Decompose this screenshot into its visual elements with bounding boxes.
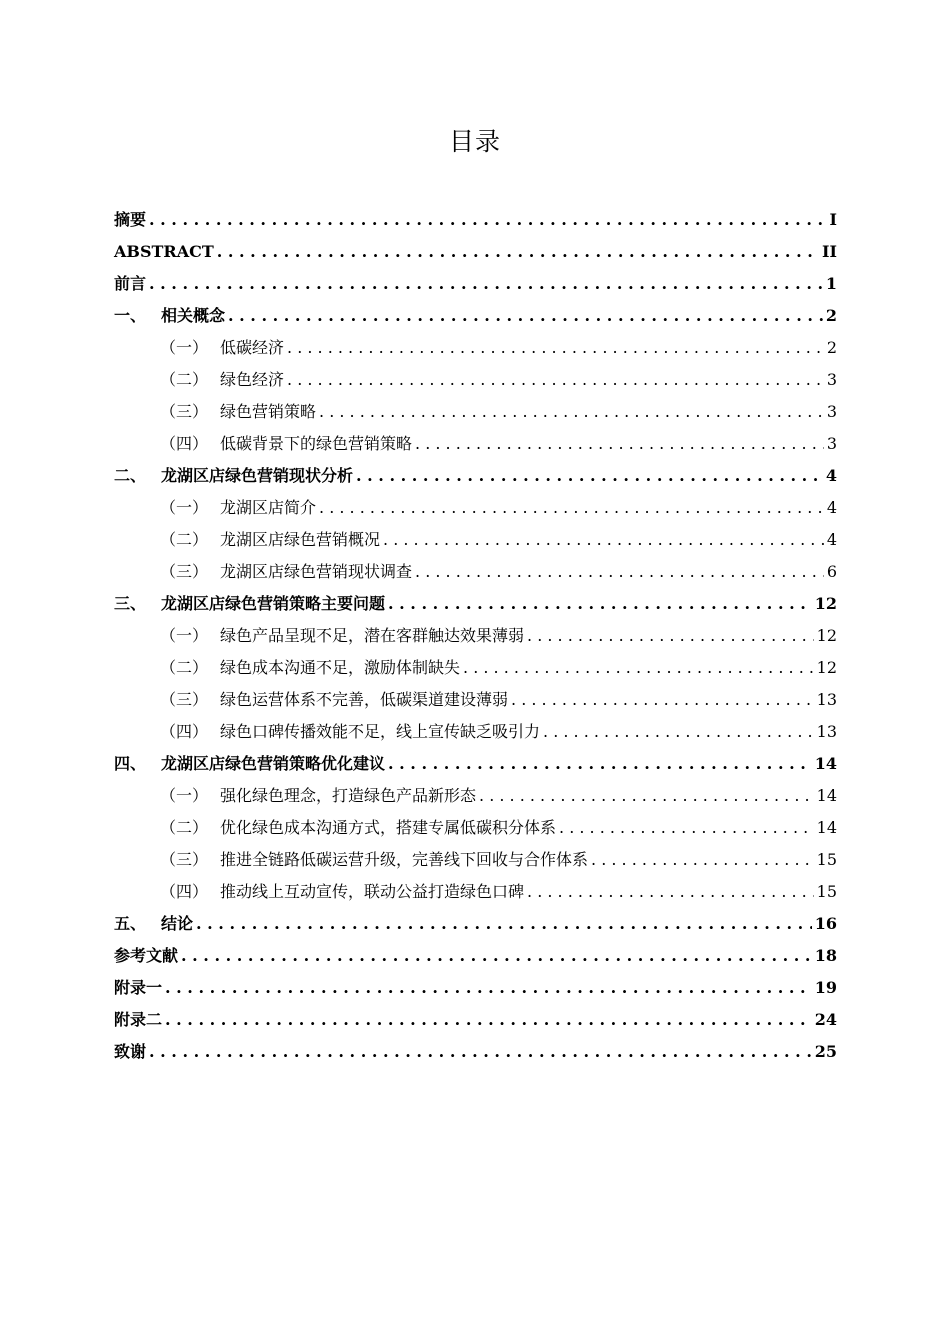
toc-entry-page-number: 6 — [826, 562, 837, 581]
toc-entry-label: 强化绿色理念，打造绿色产品新形态 — [220, 786, 477, 805]
toc-entry[interactable] — [114, 972, 837, 1004]
dot-leader — [559, 812, 814, 844]
toc-entry-label: 绿色口碑传播效能不足，线上宣传缺乏吸引力 — [220, 722, 541, 741]
toc-entry-label: 龙湖区店简介 — [220, 498, 317, 517]
dot-leader — [383, 524, 824, 556]
toc-entry-page-number: 12 — [814, 594, 837, 613]
toc-entry-number: （四） — [160, 722, 209, 741]
toc-entry-label: 结论 — [161, 914, 194, 933]
toc-entry[interactable] — [114, 204, 837, 236]
toc-entry-label: 附录一 — [114, 978, 163, 997]
toc-entry[interactable] — [114, 1004, 837, 1036]
toc-entry-label: 龙湖区店绿色营销现状分析 — [161, 466, 354, 485]
toc-entry-label: 附录二 — [114, 1010, 163, 1029]
dot-leader — [196, 908, 812, 940]
toc-entry[interactable] — [114, 780, 837, 812]
toc-entry-page-number: 12 — [816, 626, 837, 645]
dot-leader — [511, 684, 814, 716]
toc-entry-page-number: 4 — [826, 498, 837, 517]
toc-entry[interactable] — [114, 460, 837, 492]
toc-entry[interactable] — [114, 620, 837, 652]
toc-entry-number: （二） — [160, 818, 209, 837]
toc-list — [114, 204, 837, 1068]
toc-entry-page-number: 13 — [816, 690, 837, 709]
dot-leader — [527, 876, 814, 908]
toc-entry[interactable] — [114, 684, 837, 716]
toc-entry-label: 龙湖区店绿色营销策略优化建议 — [161, 754, 386, 773]
toc-entry-page-number: 19 — [814, 978, 837, 997]
toc-entry-label: 绿色运营体系不完善，低碳渠道建设薄弱 — [220, 690, 509, 709]
dot-leader — [415, 556, 824, 588]
toc-entry[interactable] — [114, 844, 837, 876]
dot-leader — [217, 236, 819, 268]
dot-leader — [287, 332, 824, 364]
dot-leader — [149, 1036, 812, 1068]
toc-entry-label: 推动线上互动宣传，联动公益打造绿色口碑 — [220, 882, 525, 901]
toc-entry-label: 推进全链路低碳运营升级，完善线下回收与合作体系 — [220, 850, 589, 869]
toc-entry-label: 致谢 — [114, 1042, 147, 1061]
toc-entry-page-number: 1 — [825, 274, 837, 293]
dot-leader — [388, 588, 812, 620]
dot-leader — [527, 620, 814, 652]
toc-entry-number: （三） — [160, 562, 209, 581]
toc-entry-label: 前言 — [114, 274, 147, 293]
toc-entry[interactable] — [114, 652, 837, 684]
toc-entry-number: （一） — [160, 786, 209, 805]
toc-entry-number: 五、 — [114, 914, 147, 933]
toc-entry[interactable] — [114, 492, 837, 524]
toc-entry-label: 绿色产品呈现不足，潜在客群触达效果薄弱 — [220, 626, 525, 645]
toc-entry[interactable] — [114, 588, 837, 620]
dot-leader — [319, 492, 824, 524]
toc-entry-label: ABSTRACT — [114, 242, 214, 261]
dot-leader — [479, 780, 814, 812]
toc-entry-number: （三） — [160, 690, 209, 709]
toc-entry-number: （四） — [160, 434, 209, 453]
toc-entry-label: 参考文献 — [114, 946, 179, 965]
toc-entry[interactable] — [114, 1036, 837, 1068]
toc-title: 目录 — [448, 127, 501, 156]
toc-entry-page-number: 4 — [825, 466, 837, 485]
toc-entry-page-number: 3 — [826, 370, 837, 389]
toc-entry-number: （三） — [160, 402, 209, 421]
dot-leader — [149, 268, 823, 300]
toc-entry[interactable] — [114, 428, 837, 460]
toc-entry-label: 低碳经济 — [220, 338, 285, 357]
toc-entry-page-number: 15 — [816, 882, 837, 901]
dot-leader — [356, 460, 823, 492]
toc-entry-number: 一、 — [114, 306, 147, 325]
toc-entry-page-number: 13 — [816, 722, 837, 741]
toc-entry-page-number: 3 — [826, 402, 837, 421]
toc-entry[interactable] — [114, 908, 837, 940]
toc-entry[interactable] — [114, 876, 837, 908]
toc-entry-page-number: 14 — [814, 754, 837, 773]
toc-entry-page-number: 4 — [826, 530, 837, 549]
toc-entry-number: （一） — [160, 338, 209, 357]
toc-entry-page-number: 24 — [814, 1010, 837, 1029]
toc-entry-page-number: 3 — [826, 434, 837, 453]
toc-entry-number: 二、 — [114, 466, 147, 485]
toc-entry-page-number: 2 — [825, 306, 837, 325]
toc-entry[interactable] — [114, 268, 837, 300]
toc-entry-page-number: 15 — [816, 850, 837, 869]
toc-entry-number: （二） — [160, 658, 209, 677]
toc-entry-label: 低碳背景下的绿色营销策略 — [220, 434, 413, 453]
toc-entry-label: 优化绿色成本沟通方式，搭建专属低碳积分体系 — [220, 818, 557, 837]
toc-entry[interactable] — [114, 332, 837, 364]
toc-entry-page-number: 25 — [814, 1042, 837, 1061]
toc-entry[interactable] — [114, 940, 837, 972]
dot-leader — [181, 940, 812, 972]
toc-entry-page-number: II — [822, 242, 837, 261]
dot-leader — [591, 844, 814, 876]
dot-leader — [149, 204, 827, 236]
toc-entry[interactable] — [114, 364, 837, 396]
toc-entry-label: 相关概念 — [161, 306, 226, 325]
toc-entry[interactable] — [114, 236, 837, 268]
toc-entry-page-number: I — [829, 210, 837, 229]
dot-leader — [415, 428, 824, 460]
toc-entry[interactable] — [114, 748, 837, 780]
toc-entry-label: 龙湖区店绿色营销现状调查 — [220, 562, 413, 581]
toc-entry-label: 龙湖区店绿色营销概况 — [220, 530, 381, 549]
toc-entry-number: （一） — [160, 498, 209, 517]
toc-entry-label: 绿色营销策略 — [220, 402, 317, 421]
dot-leader — [287, 364, 824, 396]
toc-entry[interactable] — [114, 524, 837, 556]
toc-entry-page-number: 14 — [816, 818, 837, 837]
dot-leader — [388, 748, 812, 780]
toc-entry-number: （二） — [160, 530, 209, 549]
dot-leader — [165, 1004, 812, 1036]
toc-entry-number: 三、 — [114, 594, 147, 613]
toc-entry-label: 摘要 — [114, 210, 147, 229]
dot-leader — [319, 396, 824, 428]
toc-entry-number: （四） — [160, 882, 209, 901]
toc-entry-number: （三） — [160, 850, 209, 869]
toc-entry-page-number: 2 — [826, 338, 837, 357]
toc-entry[interactable] — [114, 716, 837, 748]
toc-entry-label: 绿色经济 — [220, 370, 285, 389]
dot-leader — [463, 652, 814, 684]
toc-entry[interactable] — [114, 556, 837, 588]
toc-entry-number: （二） — [160, 370, 209, 389]
dot-leader — [165, 972, 812, 1004]
dot-leader — [228, 300, 823, 332]
toc-entry-page-number: 12 — [816, 658, 837, 677]
dot-leader — [543, 716, 814, 748]
toc-entry-page-number: 18 — [814, 946, 837, 965]
toc-entry-page-number: 16 — [814, 914, 837, 933]
toc-entry-number: （一） — [160, 626, 209, 645]
toc-entry-page-number: 14 — [816, 786, 837, 805]
toc-entry[interactable] — [114, 396, 837, 428]
toc-entry[interactable] — [114, 812, 837, 844]
toc-entry-label: 绿色成本沟通不足，激励体制缺失 — [220, 658, 461, 677]
toc-entry[interactable] — [114, 300, 837, 332]
toc-entry-number: 四、 — [114, 754, 147, 773]
toc-entry-label: 龙湖区店绿色营销策略主要问题 — [161, 594, 386, 613]
